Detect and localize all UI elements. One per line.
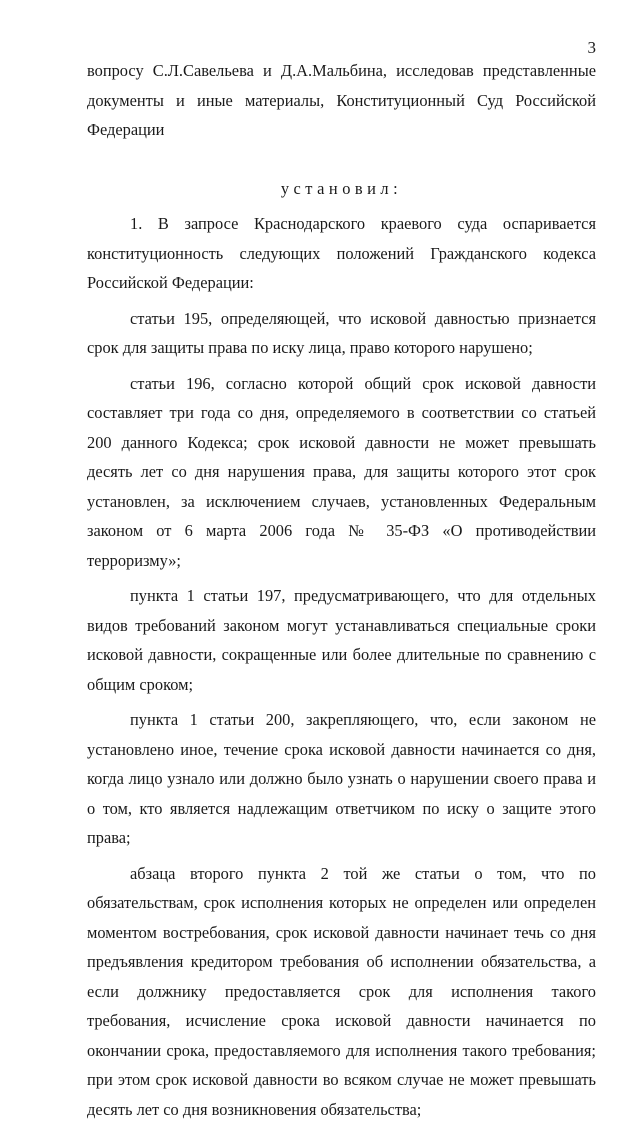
paragraph-article-197: пункта 1 статьи 197, предусматривающего, что для отдельных видов требований законом могут устанавливаться специальные сроки исковой давности, сокращенные или более длительные по сравнению с общим сроком; — [87, 581, 596, 699]
paragraph-article-200-part-2: абзаца второго пункта 2 той же статьи о том, что по обязательствам, срок исполнения которых не определен или определен моментом востребования, срок исковой давности начинает течь со дня предъявления кредитором требования об исполнении обязательства, а если должнику предоставляется срок для исполнения такого требования, исчисление срока исковой давности начинается по окончании срока, предоставляемого для исполнения такого требования; при этом срок исковой давности во всяком случае не может превышать десять лет со дня возникновения обязательства; — [87, 859, 596, 1124]
page-number: 3 — [588, 38, 597, 58]
document-body — [87, 56, 596, 1124]
paragraph-article-196: статьи 196, согласно которой общий срок исковой давности составляет три года со дня, определяемого в соответствии со статьей 200 данного Кодекса; срок исковой давности не может превышать десять лет со дня нарушения права, для защиты которого этот срок установлен, за исключением случаев, установленных Федеральным законом от 6 марта 2006 года № 35-ФЗ «О противодействии терроризму»; — [87, 369, 596, 576]
paragraph-article-195: статьи 195, определяющей, что исковой давностью признается срок для защиты права по иску лица, право которого нарушено; — [87, 304, 596, 363]
intro-paragraph: вопросу С.Л.Савельева и Д.А.Мальбина, исследовав представленные документы и иные материалы, Конституционный Суд Российской Федерации — [87, 56, 596, 145]
paragraph-article-200: пункта 1 статьи 200, закрепляющего, что, если законом не установлено иное, течение срока исковой давности начинается со дня, когда лицо узнало или должно было узнать о нарушении своего права и о том, кто является надлежащим ответчиком по иску о защите этого права; — [87, 705, 596, 853]
section-heading: установил: — [87, 174, 596, 204]
paragraph-1: 1. В запросе Краснодарского краевого суда оспаривается конституционность следующих положений Гражданского кодекса Российской Федерации: — [87, 209, 596, 298]
